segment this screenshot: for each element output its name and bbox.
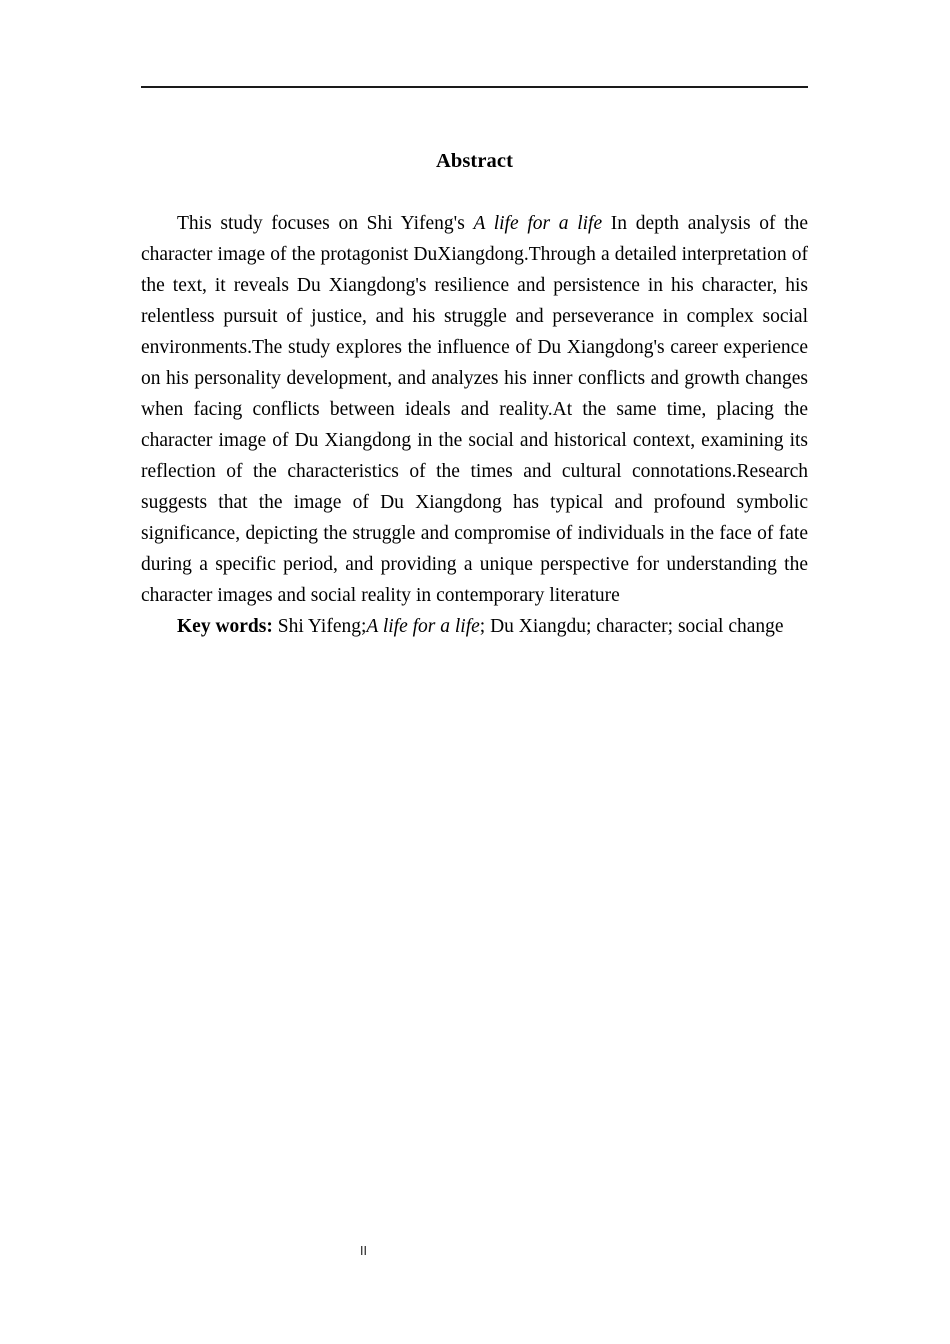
abstract-paragraph: [141, 208, 808, 611]
keywords-work-title: A life for a life: [366, 616, 480, 637]
document-content: [141, 146, 808, 642]
keywords-after-title: ; Du Xiangdu; character; social change: [479, 616, 784, 637]
abstract-text-part-1: This study focuses on Shi Yifeng's: [177, 213, 474, 234]
work-title-inline: A life for a life: [473, 213, 603, 234]
keywords-label: Key words:: [177, 616, 273, 637]
page-title: Abstract: [435, 150, 514, 172]
footer-page-number: II: [360, 1244, 367, 1258]
header-rule: [141, 86, 808, 88]
keywords-before-title: Shi Yifeng;: [272, 616, 367, 637]
keywords-paragraph: [141, 611, 808, 642]
abstract-text-part-2: In depth analysis of the character image of the protagonist DuXiangdong.Through a detailed interpretation of the text, it reveals Du Xiangdong's resilience and persistence in his character, his relentless pursuit of justice, and his struggle and perseverance in complex social environments.The study explores the influence of Du Xiangdong's career experience on his personality development, and analyzes his inner conflicts and growth changes when facing conflicts between ideals and reality.At the same time, placing the character image of Du Xiangdong in the social and historical context, examining its reflection of the characteristics of the times and cultural connotations.Research suggests that the image of Du Xiangdong has typical and profound symbolic significance, depicting the struggle and compromise of individuals in the face of fate during a specific period, and providing a unique perspective for understanding the character images and social reality in contemporary literature: [141, 213, 808, 606]
